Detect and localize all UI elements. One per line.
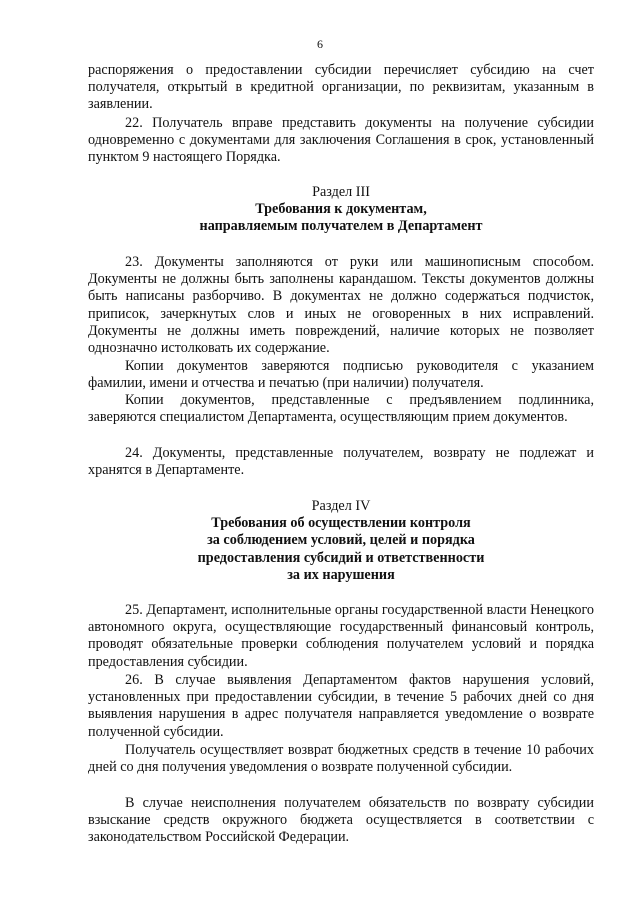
paragraph-text: В случае неисполнения получателем обязательств по возврату субсидии взыскание средств окружного бюджета осуществляется в соответствии с законодательством Российской Федерации. (88, 795, 594, 846)
section-title-line: Требования об осуществлении контроля (211, 515, 471, 532)
paragraph-23 (88, 254, 594, 357)
paragraph-26-return (88, 742, 594, 776)
paragraph-text: 25. Департамент, исполнительные органы государственной власти Ненецкого автономного округа, осуществляющие государственный финансовый контроль, проводят обязательные проверки соблюдения получателем условий и порядка предоставления субсидии. (88, 602, 594, 670)
section-label: Раздел III (312, 184, 370, 200)
paragraph-text: Копии документов заверяются подписью руководителя с указанием фамилии, имени и отчества и печатью (при наличии) получателя. (88, 358, 594, 392)
section-title-line: направляемым получателем в Департамент (199, 218, 483, 235)
paragraph-text: 26. В случае выявления Департаментом фактов нарушения условий, установленных при предоставлении субсидии, в течение 5 рабочих дней со дня выявления нарушения в адрес получателя направляется уведомление о возврате полученной субсидии. (88, 672, 594, 740)
paragraph-text: 24. Документы, представленные получателем, возврату не подлежат и хранятся в Департаменте. (88, 445, 594, 479)
page-number: 6 (317, 37, 323, 51)
paragraph-continuation (88, 62, 594, 114)
section-4-heading (88, 498, 594, 584)
section-title-line: Требования к документам, (255, 201, 427, 218)
paragraph-23-copies (88, 358, 594, 392)
paragraph-25 (88, 602, 594, 671)
paragraph-22 (88, 115, 594, 167)
paragraph-26-failure (88, 795, 594, 847)
section-title-line: предоставления субсидий и ответственности (197, 549, 485, 566)
paragraph-text: Получатель осуществляет возврат бюджетных средств в течение 10 рабочих дней со дня получения уведомления о возврате полученной субсидии. (88, 742, 594, 776)
section-title-line: за их нарушения (287, 566, 395, 583)
section-title-line: за соблюдением условий, целей и порядка (207, 532, 475, 549)
paragraph-24 (88, 445, 594, 479)
paragraph-text: 22. Получатель вправе представить документы на получение субсидии одновременно с документами для заключения Соглашения в срок, установленный пунктом 9 настоящего Порядка. (88, 115, 594, 166)
paragraph-text: Копии документов, представленные с предъявлением подлинника, заверяются специалистом Департамента, осуществляющим прием документов. (88, 392, 594, 426)
paragraph-26 (88, 672, 594, 741)
paragraph-text: 23. Документы заполняются от руки или машинописным способом. Документы не должны быть заполнены карандашом. Тексты документов должны быть написаны разборчиво. В документах не должно содержаться подчисток, приписок, зачеркнутых слов и иных не оговоренных в них исправлений. Документы не должны иметь повреждений, наличие которых не позволяет однозначно истолковать их содержание. (88, 254, 594, 357)
section-3-heading (88, 184, 594, 236)
paragraph-text: распоряжения о предоставлении субсидии перечисляет субсидию на счет получателя, открытый в кредитной организации, по реквизитам, указанным в заявлении. (88, 62, 594, 113)
paragraph-23-copies-original (88, 392, 594, 426)
section-label: Раздел IV (311, 498, 371, 514)
